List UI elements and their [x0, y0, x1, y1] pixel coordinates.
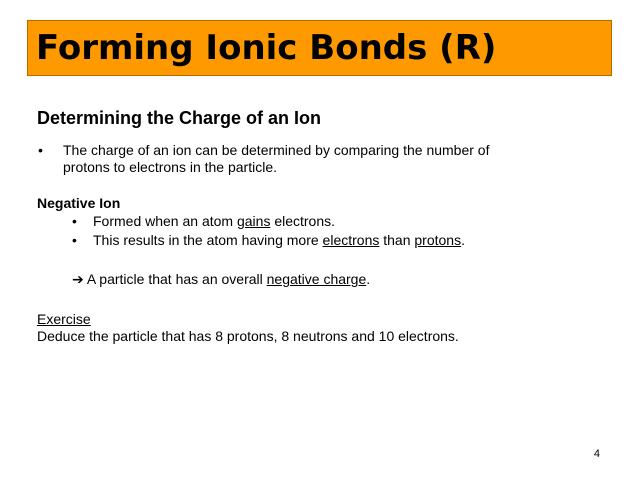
conclusion-negative-charge: negative charge [266, 271, 367, 287]
page-number: 4 [593, 448, 600, 460]
conclusion-line [72, 271, 370, 289]
intro-line-2: protons to electrons in the particle. [63, 159, 278, 175]
arrow-icon: ➔ [72, 272, 84, 288]
bullet-1-post: electrons. [270, 213, 336, 229]
bullet-2-pre: This results in the atom having more [93, 232, 323, 248]
bullet-2-protons: protons [414, 232, 462, 248]
conclusion-pre: A particle that has an overall [83, 271, 267, 287]
bullet-2-electrons: electrons [322, 232, 380, 248]
conclusion-post: . [366, 271, 371, 287]
negative-ion-bullet-1-marker: • [72, 213, 77, 229]
bullet-1-gains: gains [236, 213, 271, 229]
slide-title: Forming Ionic Bonds (R) [36, 28, 497, 68]
section-heading: Determining the Charge of an Ion [37, 108, 322, 128]
intro-bullet: • [38, 142, 43, 158]
negative-ion-bullet-2-marker: • [72, 232, 77, 248]
exercise-label: Exercise [37, 311, 91, 327]
bullet-2-mid: than [379, 232, 415, 248]
exercise-text: Deduce the particle that has 8 protons, 8 neutrons and 10 electrons. [37, 328, 459, 344]
negative-ion-label: Negative Ion [37, 195, 121, 211]
bullet-2-post: . [461, 232, 465, 248]
negative-ion-bullet-1 [93, 213, 335, 230]
intro-line-1: The charge of an ion can be determined by comparing the number of [63, 142, 490, 158]
bullet-1-pre: Formed when an atom [93, 213, 237, 229]
negative-ion-bullet-2 [93, 232, 465, 249]
title-bar [27, 20, 612, 76]
